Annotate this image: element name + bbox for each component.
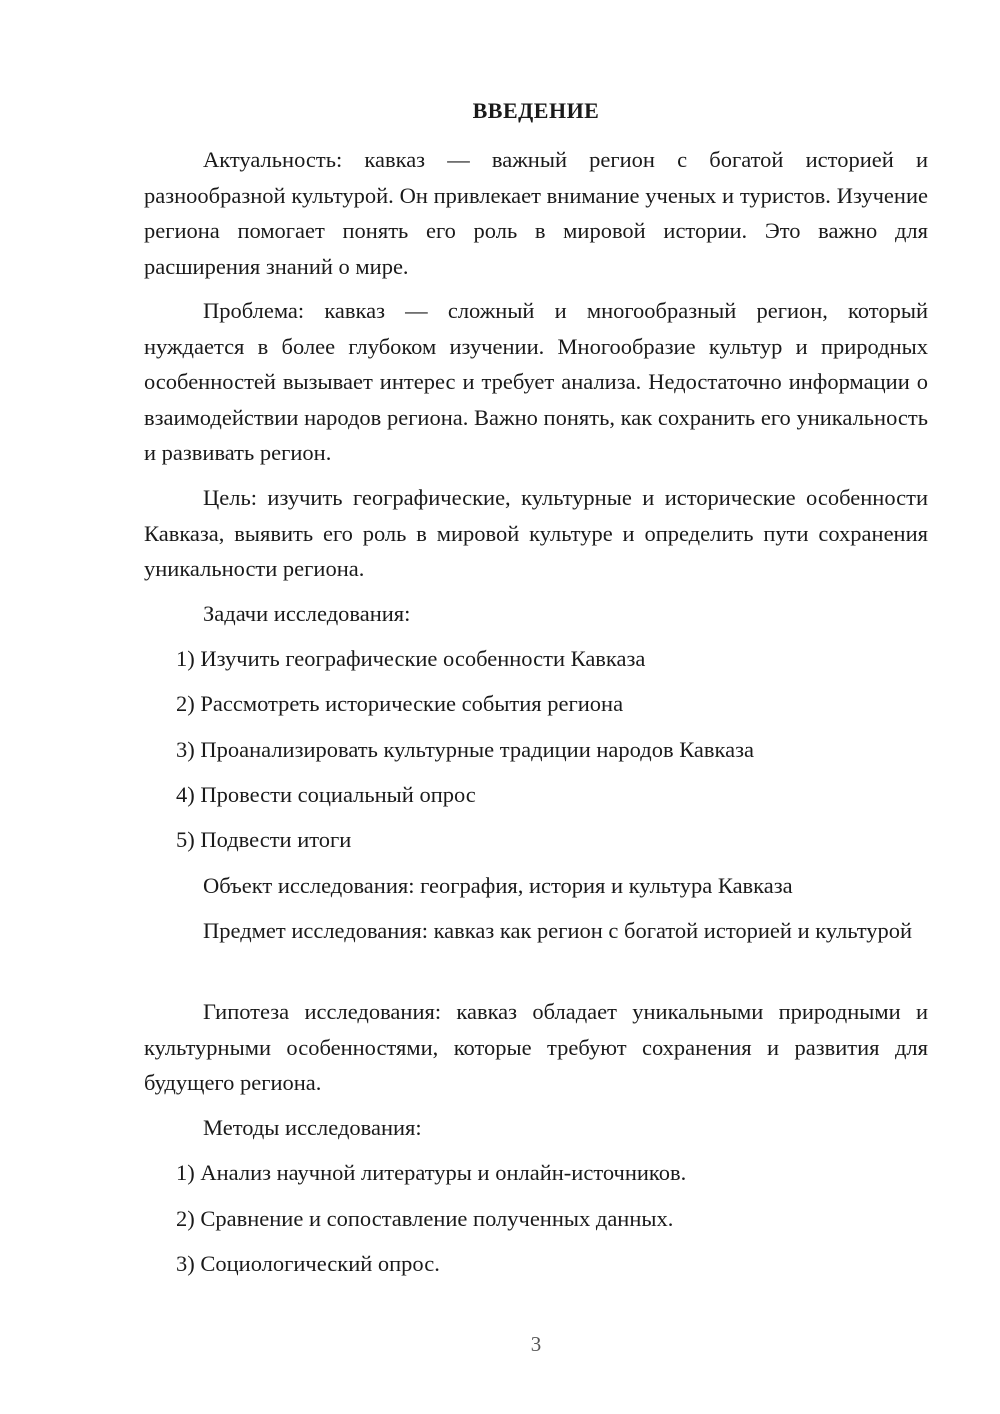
relevance-paragraph: Актуальность: кавказ — важный регион с богатой историей и разнообразной культурой. Он привлекает внимание ученых и туристов. Изучение региона помогает понять его роль в мировой истории. Это важно для расширения знаний о мире. bbox=[144, 147, 928, 279]
goal-paragraph: Цель: изучить географические, культурные и исторические особенности Кавказа, выявить его роль в мировой культуре и определить пути сохранения уникальности региона. bbox=[144, 485, 928, 581]
subject-paragraph: Предмет исследования: кавказ как регион с богатой историей и культурой bbox=[203, 918, 913, 943]
object-line: Объект исследования: география, история и культура Кавказа bbox=[203, 873, 793, 898]
task-item: 5) Подвести итоги bbox=[176, 827, 352, 852]
method-item: 1) Анализ научной литературы и онлайн-источников. bbox=[176, 1160, 687, 1185]
page-number: 3 bbox=[530, 1332, 542, 1356]
document-page bbox=[144, 0, 928, 1414]
method-item: 2) Сравнение и сопоставление полученных данных. bbox=[176, 1206, 674, 1231]
method-item: 3) Социологический опрос. bbox=[176, 1251, 440, 1276]
methods-heading: Методы исследования: bbox=[203, 1115, 422, 1140]
tasks-heading: Задачи исследования: bbox=[203, 601, 411, 626]
page-title: ВВЕДЕНИЕ bbox=[472, 98, 600, 123]
task-item: 3) Проанализировать культурные традиции народов Кавказа bbox=[176, 737, 754, 762]
task-item: 4) Провести социальный опрос bbox=[176, 782, 476, 807]
hypothesis-paragraph: Гипотеза исследования: кавказ обладает уникальными природными и культурными особенностями, которые требуют сохранения и развития для будущего региона. bbox=[144, 999, 928, 1095]
problem-paragraph: Проблема: кавказ — сложный и многообразный регион, который нуждается в более глубоком изучении. Многообразие культур и природных особенностей вызывает интерес и требует анализа. Недостаточно информации о взаимодействии народов региона. Важно понять, как сохранить его уникальность и развивать регион. bbox=[144, 298, 928, 465]
task-item: 2) Рассмотреть исторические события региона bbox=[176, 691, 624, 716]
task-item: 1) Изучить географические особенности Кавказа bbox=[176, 646, 646, 671]
